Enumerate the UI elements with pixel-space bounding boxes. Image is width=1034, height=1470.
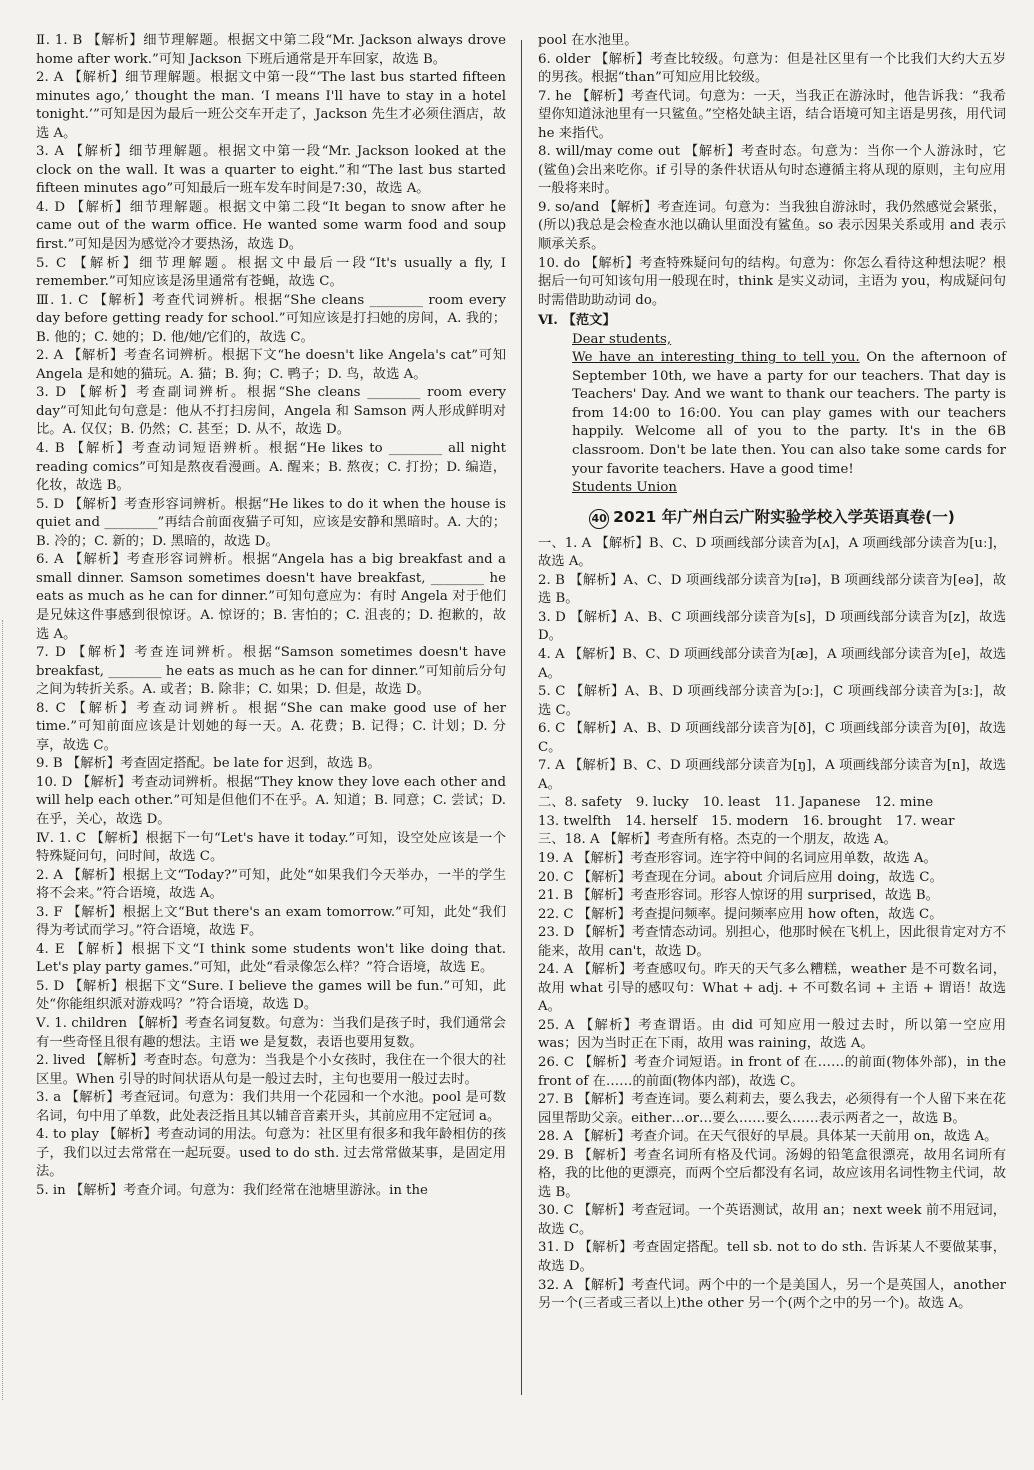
fill-answer: 13. twelfth: [538, 813, 612, 829]
answer-item: 4. A 【解析】B、C、D 项画线部分读音为[æ]，A 项画线部分读音为[e]，故选 A。: [538, 646, 1006, 681]
fill-answer: 11. Japanese: [774, 795, 861, 811]
answer-item: Ⅳ. 1. C 【解析】根据下一句“Let's have it today.”可知，设空处应该是一个特殊疑问句，问时间，故选 C。: [36, 830, 506, 865]
answer-item: 三、18. A 【解析】考查所有格。杰克的一个朋友，故选 A。: [538, 832, 897, 848]
answer-item: 2. A 【解析】考查名词辨析。根据下文“he doesn't like Angela's cat”可知 Angela 是和她的猫玩。A. 猫；B. 狗；C. 鸭子；D. 鸟，故选 A。: [36, 348, 506, 382]
answer-item: 9. so/and 【解析】考查连词。句意为：当我独自游泳时，我仍然感觉会紧张，(所以)我总是会检查水池以确认里面没有鲨鱼。so 表示因果关系或用 and 表示顺承关系。: [538, 199, 1006, 253]
answer-item: 4. B 【解析】考查动词短语辨析。根据“He likes to ________ all night reading comics”可知是熬夜看漫画。A. 醒来；B. 熬夜；C. 打扮；D. 编造，化妆，故选 B。: [36, 441, 506, 494]
answer-item: 6. C 【解析】A、B、D 项画线部分读音为[ð]，C 项画线部分读音为[θ]，故选 C。: [538, 721, 1006, 755]
answer-item: 25. A 【解析】考查谓语。由 did 可知应用一般过去时，所以第一空应用 was；因为当时正在下雨，故用 was raining，故选 A。: [538, 1017, 1006, 1052]
answer-item: 4. D 【解析】细节理解题。根据文中第二段“It began to snow after he came out of the warm office. He wanted some warm food and soup first.”可知是因为感觉冷才要热汤，故选 D。: [36, 199, 506, 253]
answer-item: 8. will/may come out 【解析】考查时态。句意为：当你一个人游泳时，它(鲨鱼)会出来吃你。if 引导的条件状语从句时态遵循主将从现的原则，主句应用一般将来时。: [538, 144, 1006, 197]
answer-item: 10. D 【解析】考查动词辨析。根据“They know they love each other and will help each other.”可知是但他们不在乎。A. 知道；B. 同意；C. 尝试；D. 在乎，关心，故选 D。: [36, 774, 506, 827]
column-divider: [521, 40, 522, 1395]
answer-item: 5. C 【解析】细节理解题。根据文中最后一段“It's usually a fly, I remember.”可知应该是汤里通常有苍蝇，故选 C。: [36, 255, 506, 290]
fill-answer: 14. herself: [625, 813, 698, 829]
answer-item: 4. to play 【解析】考查动词的用法。句意为：社区里有很多和我年龄相仿的孩子，我们以过去常常在一起玩耍。used to do sth. 过去常常做某事，是固定用法。: [36, 1127, 506, 1180]
answer-item: 31. D 【解析】考查固定搭配。tell sb. not to do sth. 告诉某人不要做某事，故选 D。: [538, 1240, 1006, 1274]
fill-answer: 15. modern: [711, 813, 789, 829]
answer-item: 2. A 【解析】根据上文“Today?”可知，此处“如果我们今天举办，一半的学生将不会来。”符合语境，故选 A。: [36, 867, 506, 902]
answer-item: 3. A 【解析】细节理解题。根据文中第一段“Mr. Jackson looked at the clock on the wall. It was a quarter to eight.”和“The last bus started fifteen minutes ago”可知最后一班车发车时间是7:30，故选 A。: [36, 144, 506, 197]
essay-body-text: On the afternoon of September 10th, we have a party for our teachers. That day is Teachers' Day. And we want to thank our teachers. The party is from 14:00 to 16:00. You can play games with our teachers happily. Welcome all of you to the party. It's in the 6B classroom. Don't be late then. You can also take some cards for your favorite teachers. Have a good time!: [572, 350, 1006, 477]
essay-heading: Ⅵ. 【范文】: [538, 313, 616, 329]
answer-item: 2. A 【解析】细节理解题。根据文中第一段“‘The last bus started fifteen minutes ago,’ thought the man. ‘I means I'll have to stay in a hotel tonight.’”可知是因为最后一班公交车开走了，Jackson 先生才必须住酒店，故选 A。: [36, 70, 506, 141]
essay-first-sentence: We have an interesting thing to tell you.: [572, 350, 860, 366]
answer-item: 7. A 【解析】B、C、D 项画线部分读音为[ŋ]，A 项画线部分读音为[n]，故选 A。: [538, 758, 1006, 792]
page-edge-mark: [2, 620, 11, 1400]
answer-item: 24. A 【解析】考查感叹句。昨天的天气多么糟糕，weather 是不可数名词，故用 what 引导的感叹句：What + adj. + 不可数名词 + 主语 + 谓语！故选 A。: [538, 962, 1006, 1015]
essay-salutation: Dear students,: [572, 331, 672, 347]
answer-item: 22. C 【解析】考查提问频率。提问频率应用 how often，故选 C。: [538, 906, 943, 922]
answer-item: 27. B 【解析】考查连词。要么莉莉去，要么我去，必须得有一个人留下来在花园里帮助父亲。either…or…要么……要么……表示两者之一，故选 B。: [538, 1092, 1006, 1126]
answer-item: 32. A 【解析】考查代词。两个中的一个是美国人，另一个是英国人，another 另一个(三者或三者以上)the other 另一个(两个之中的另一个)。故选 A。: [538, 1277, 1006, 1312]
answer-item: 10. do 【解析】考查特殊疑问句的结构。句意为：你怎么看待这种想法呢？根据后一句可知该句用一般现在时，think 是实义动词，主语为 you，构成疑问句时需借助助动词 do。: [538, 255, 1006, 308]
answer-item: 3. F 【解析】根据上文“But there's an exam tomorrow.”可知，此处“我们得为考试而学习。”符合语境，故选 F。: [36, 904, 506, 939]
answer-item: Ⅲ. 1. C 【解析】考查代词辨析。根据“She cleans ________ room every day before getting ready for school.”可知应该是打扫她的房间，A. 我的；B. 他的；C. 她的；D. 他/她/它们的，故选 C。: [36, 292, 506, 345]
essay-body: [572, 349, 1006, 479]
answer-item: 29. B 【解析】考查名词所有格及代词。汤姆的铅笔盒很漂亮，故用名词所有格，我的比他的更漂亮，而两个空后都没有名词，故应该用名词性物主代词，故选 B。: [538, 1147, 1006, 1200]
fill-answer: 17. wear: [895, 813, 955, 829]
answer-item: 一、1. A 【解析】B、C、D 项画线部分读音为[ʌ]，A 项画线部分读音为[uː]，故选 A。: [538, 535, 1006, 570]
answer-item: 3. D 【解析】A、B、C 项画线部分读音为[s]，D 项画线部分读音为[z]，故选 D。: [538, 609, 1006, 644]
left-column: [36, 32, 506, 1200]
answer-item: 21. B 【解析】考查形容词。形容人惊讶的用 surprised，故选 B。: [538, 888, 939, 904]
answer-item: 23. D 【解析】考查情态动词。别担心，他那时候在飞机上，因此很肯定对方不能来，故用 can't，故选 D。: [538, 925, 1006, 959]
answer-item: 8. C 【解析】考查动词辨析。根据“She can make good use of her time.”可知前面应该是计划她的每一天。A. 花费；B. 记得；C. 计划；D. 分享，故选 C。: [36, 700, 506, 753]
exam-title-text: 2021 年广州白云广附实验学校入学英语真卷(一): [613, 507, 955, 526]
right-column-answers: [538, 32, 1006, 310]
answer-item: 5. C 【解析】A、B、D 项画线部分读音为[ɔː]，C 项画线部分读音为[ɜː]，故选 C。: [538, 684, 1006, 718]
answer-item: 3. a 【解析】考查冠词。句意为：我们共用一个花园和一个水池。pool 是可数名词，句中用了单数，此处表泛指且其以辅音音素开头，其前应用不定冠词 a。: [36, 1090, 506, 1124]
phonetics-answers: [538, 535, 1006, 795]
answer-item: 2. lived 【解析】考查时态。句意为：当我是个小女孩时，我住在一个很大的社区里。When 引导的时间状语从句是一般过去时，主句也要用一般过去时。: [36, 1053, 506, 1087]
answer-item: 19. A 【解析】考查形容词。连字符中间的名词应用单数，故选 A。: [538, 850, 937, 866]
fill-answer: 9. lucky: [635, 795, 689, 811]
answer-item: 3. D 【解析】考查副词辨析。根据“She cleans ________ room every day”可知此句句意是：他从不打扫房间，Angela 和 Samson 两人形成鲜明对比。A. 仅仅；B. 仍然；C. 甚至；D. 从不，故选 D。: [36, 385, 506, 438]
right-column: [538, 32, 1006, 1314]
answer-item: 6. older 【解析】考查比较级。句意为：但是社区里有一个比我们大约大五岁的男孩。根据“than”可知应用比较级。: [538, 51, 1006, 86]
answer-item: 5. in 【解析】考查介词。句意为：我们经常在池塘里游泳。in the: [36, 1182, 428, 1198]
answer-item: Ⅱ. 1. B 【解析】细节理解题。根据文中第二段“Mr. Jackson always drove home after work.”可知 Jackson 下班后通常是开车回家，故选 B。: [36, 33, 506, 67]
answer-item: pool 在水池里。: [538, 33, 638, 48]
multiple-choice-answers: [538, 831, 1006, 1313]
answer-item: 20. C 【解析】考查现在分词。about 介词后应用 doing，故选 C。: [538, 869, 943, 885]
answer-item: 6. A 【解析】考查形容词辨析。根据“Angela has a big breakfast and a small dinner. Samson sometimes doesn't have breakfast, ________ he eats as much as he can for dinner.”可知句意应为：有时 Angela 对于他们是兄妹这件事感到很惊讶。A. 惊讶的；B. 害怕的；C. 沮丧的；D. 抱歉的，故选 A。: [36, 552, 506, 642]
fill-in-answers: [538, 794, 1006, 831]
answer-item: 9. B 【解析】考查固定搭配。be late for 迟到，故选 B。: [36, 756, 381, 772]
fill-answer: 10. least: [702, 795, 761, 811]
exam-number-badge: 40: [589, 509, 609, 529]
answer-item: 2. B 【解析】A、C、D 项画线部分读音为[ɪə]，B 项画线部分读音为[eə]，故选 B。: [538, 572, 1006, 607]
answer-item: 5. D 【解析】根据下文“Sure. I believe the games will be fun.”可知，此处“你能组织派对游戏吗？”符合语境，故选 D。: [36, 978, 506, 1013]
model-essay: [538, 312, 1006, 497]
answer-item: 26. C 【解析】考查介词短语。in front of 在……的前面(物体外部)，in the front of 在……的前面(物体内部)，故选 C。: [538, 1054, 1006, 1089]
fill-answer: 16. brought: [802, 813, 882, 829]
answer-item: 28. A 【解析】考查介词。在天气很好的早晨。具体某一天前用 on，故选 A。: [538, 1129, 998, 1145]
fill-answer: 二、8. safety: [538, 795, 622, 811]
essay-signature: Students Union: [572, 480, 677, 496]
answer-item: 5. D 【解析】考查形容词辨析。根据“He likes to do it when the house is quiet and ________”再结合前面夜猫子可知，应该是安静和黑暗时。A. 大的；B. 冷的；C. 新的；D. 黑暗的，故选 D。: [36, 496, 506, 549]
exam-title: [538, 508, 1006, 529]
answer-item: 7. he 【解析】考查代词。句意为：一天，当我正在游泳时，他告诉我：“我希望你知道泳池里有一只鲨鱼。”空格处缺主语，结合语境可知主语是男孩，用代词 he 来指代。: [538, 88, 1006, 141]
answer-item: 4. E 【解析】根据下文“I think some students won't like doing that. Let's play party games.”可知，此处“看录像怎么样？”符合语境，故选 E。: [36, 941, 506, 976]
answer-item: Ⅴ. 1. children 【解析】考查名词复数。句意为：当我们是孩子时，我们通常会有一些奇怪且很有趣的想法。主语 we 是复数，表语也要用复数。: [36, 1015, 506, 1050]
answer-item: 30. C 【解析】考查冠词。一个英语测试，故用 an；next week 前不用冠词，故选 C。: [538, 1203, 1006, 1237]
fill-answer: 12. mine: [874, 795, 934, 811]
essay-letter: [572, 331, 1006, 498]
answer-item: 7. D 【解析】考查连词辨析。根据“Samson sometimes doesn't have breakfast, ________ he eats as much as he can for dinner.”可知前后分句之间为转折关系。A. 或者；B. 除非；C. 如果；D. 但是，故选 D。: [36, 645, 506, 698]
